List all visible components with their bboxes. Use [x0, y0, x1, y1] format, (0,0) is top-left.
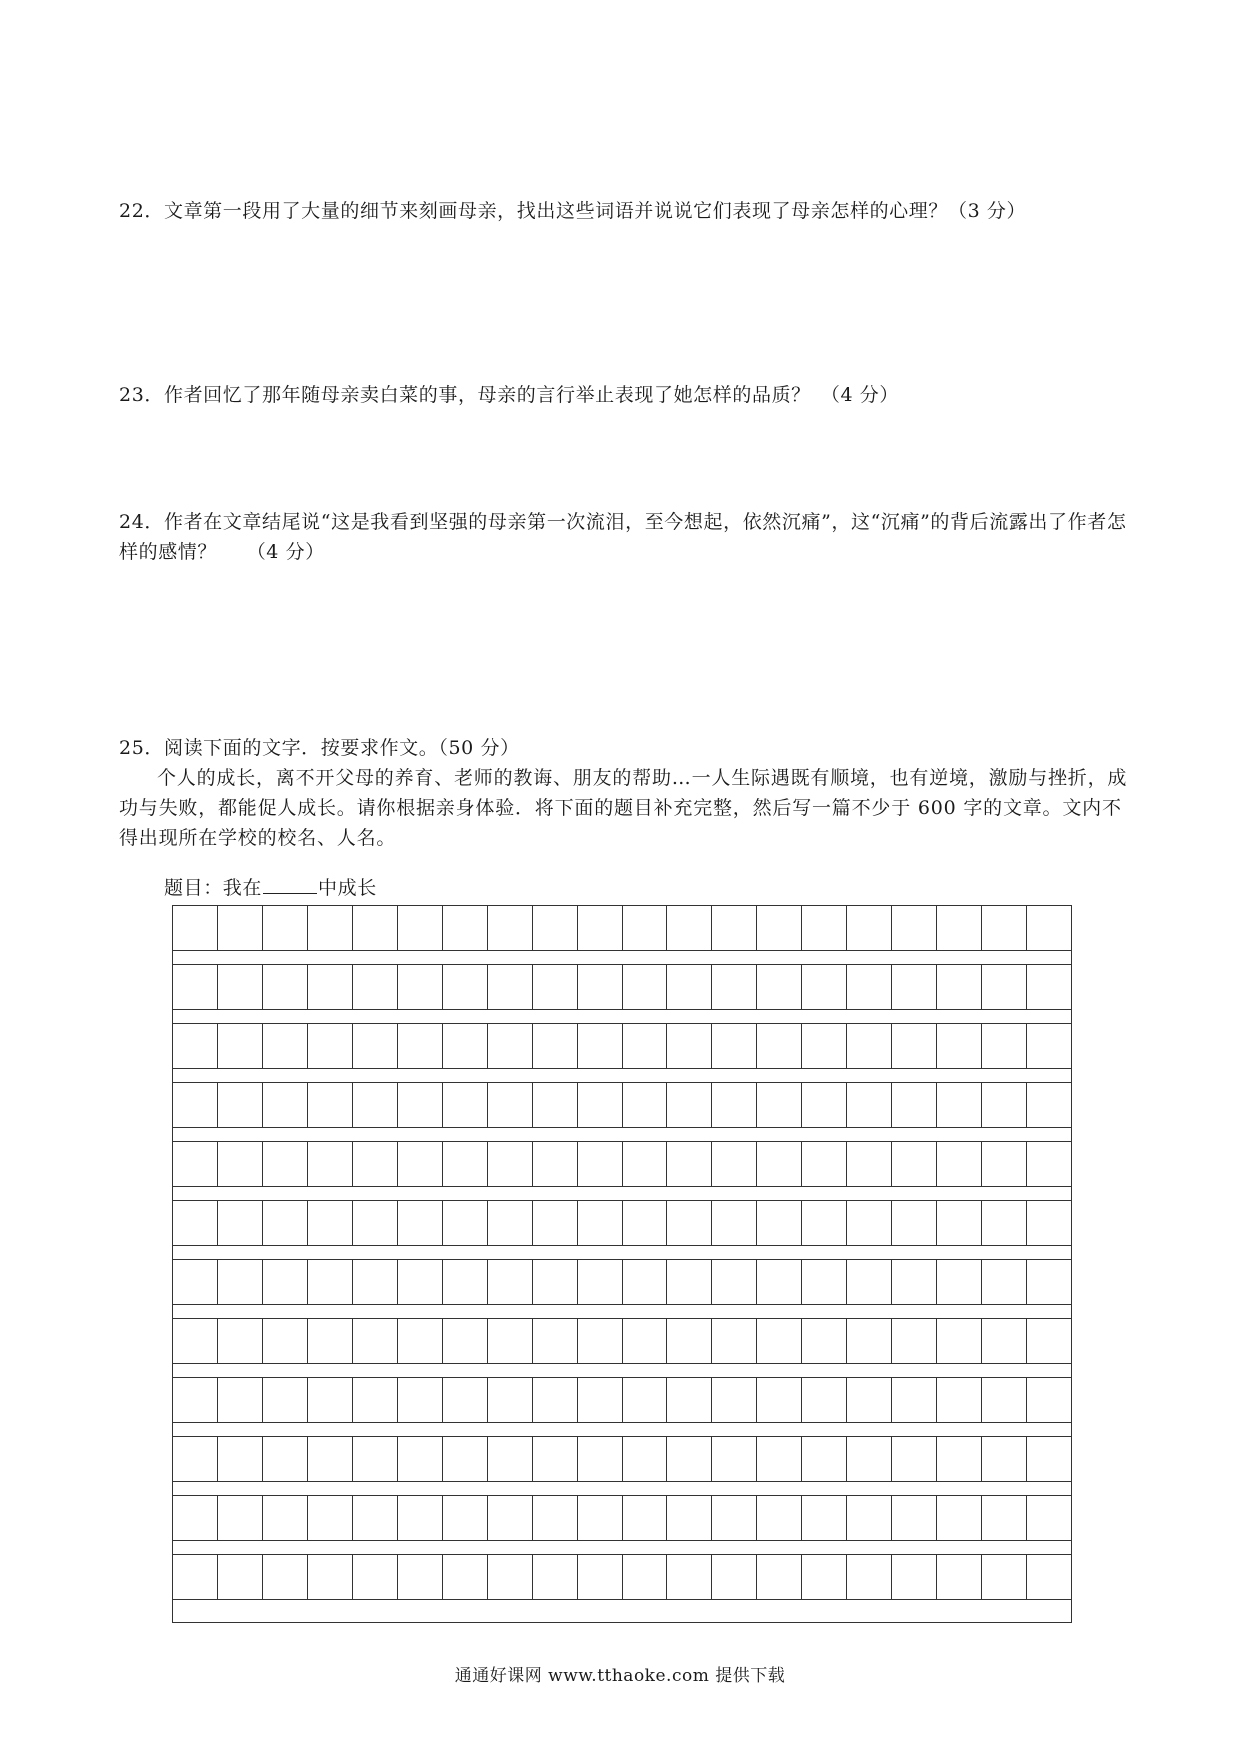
grid-cell[interactable] — [532, 1554, 577, 1600]
grid-cell[interactable] — [1026, 964, 1071, 1010]
grid-cell[interactable] — [173, 1318, 217, 1364]
grid-cell[interactable] — [307, 1436, 352, 1482]
grid-cell[interactable] — [577, 1318, 622, 1364]
grid-cell[interactable] — [622, 1554, 667, 1600]
grid-cell[interactable] — [891, 1377, 936, 1423]
grid-cell[interactable] — [217, 1200, 262, 1246]
grid-cell[interactable] — [577, 1023, 622, 1069]
grid-cell[interactable] — [173, 1436, 217, 1482]
grid-cell[interactable] — [666, 1200, 711, 1246]
grid-cell[interactable] — [352, 1082, 397, 1128]
grid-cell[interactable] — [442, 964, 487, 1010]
grid-cell[interactable] — [622, 1023, 667, 1069]
grid-cell[interactable] — [846, 1377, 891, 1423]
grid-cell[interactable] — [936, 1259, 981, 1305]
grid-cell[interactable] — [622, 905, 667, 951]
grid-cell[interactable] — [532, 1259, 577, 1305]
grid-cell[interactable] — [1026, 905, 1071, 951]
grid-cell[interactable] — [936, 1318, 981, 1364]
composition-grid — [172, 905, 1072, 1623]
grid-cell[interactable] — [801, 1554, 846, 1600]
grid-cell[interactable] — [756, 1318, 801, 1364]
grid-cell[interactable] — [711, 1200, 756, 1246]
grid-cell[interactable] — [307, 1082, 352, 1128]
grid-cell[interactable] — [262, 1082, 307, 1128]
grid-cell[interactable] — [307, 1495, 352, 1541]
grid-cell[interactable] — [936, 1436, 981, 1482]
grid-cell[interactable] — [262, 905, 307, 951]
grid-cell[interactable] — [666, 1377, 711, 1423]
grid-cell[interactable] — [217, 1377, 262, 1423]
grid-cell[interactable] — [622, 1495, 667, 1541]
grid-cell[interactable] — [936, 1082, 981, 1128]
grid-cell[interactable] — [711, 1436, 756, 1482]
grid-cell[interactable] — [173, 1495, 217, 1541]
grid-cell[interactable] — [801, 1436, 846, 1482]
grid-row — [173, 1377, 1071, 1423]
grid-cell[interactable] — [217, 1141, 262, 1187]
grid-cell[interactable] — [217, 1082, 262, 1128]
grid-cell[interactable] — [577, 1082, 622, 1128]
grid-cell[interactable] — [173, 1200, 217, 1246]
grid-cell[interactable] — [442, 1318, 487, 1364]
grid-cell[interactable] — [711, 1377, 756, 1423]
grid-cell[interactable] — [307, 1259, 352, 1305]
grid-cell[interactable] — [936, 1141, 981, 1187]
grid-cell[interactable] — [577, 1495, 622, 1541]
grid-cell[interactable] — [173, 1554, 217, 1600]
grid-cell[interactable] — [846, 1082, 891, 1128]
grid-cell[interactable] — [936, 1023, 981, 1069]
grid-cell[interactable] — [846, 1141, 891, 1187]
grid-cell[interactable] — [262, 1200, 307, 1246]
grid-cell[interactable] — [891, 964, 936, 1010]
grid-cell[interactable] — [217, 1023, 262, 1069]
grid-cell[interactable] — [981, 1377, 1026, 1423]
grid-cell[interactable] — [981, 1495, 1026, 1541]
grid-cell[interactable] — [352, 1318, 397, 1364]
essay-title-blank[interactable] — [263, 873, 317, 894]
grid-cell[interactable] — [532, 1377, 577, 1423]
grid-cell[interactable] — [1026, 1200, 1071, 1246]
grid-cell[interactable] — [262, 1436, 307, 1482]
grid-cell[interactable] — [801, 1082, 846, 1128]
grid-row — [173, 1023, 1071, 1069]
grid-cell[interactable] — [352, 964, 397, 1010]
grid-cell[interactable] — [577, 1200, 622, 1246]
question-22: 22．文章第一段用了大量的细节来刻画母亲，找出这些词语并说说它们表现了母亲怎样的心理？（3 分） — [119, 200, 1027, 222]
grid-cell[interactable] — [397, 1200, 442, 1246]
grid-cell[interactable] — [173, 1141, 217, 1187]
essay-title-line — [164, 873, 377, 903]
grid-cell[interactable] — [217, 964, 262, 1010]
grid-cell[interactable] — [801, 964, 846, 1010]
grid-cell[interactable] — [1026, 1436, 1071, 1482]
question-23: 23．作者回忆了那年随母亲卖白菜的事，母亲的言行举止表现了她怎样的品质？ （4 分） — [119, 384, 900, 406]
grid-cell[interactable] — [173, 1082, 217, 1128]
grid-cell[interactable] — [532, 905, 577, 951]
grid-cell[interactable] — [846, 1436, 891, 1482]
grid-cell[interactable] — [756, 1495, 801, 1541]
grid-cell[interactable] — [666, 1495, 711, 1541]
grid-cell[interactable] — [756, 1141, 801, 1187]
grid-cell[interactable] — [936, 964, 981, 1010]
grid-cell[interactable] — [756, 1082, 801, 1128]
grid-row — [173, 1436, 1071, 1482]
grid-cell[interactable] — [711, 1495, 756, 1541]
grid-cell[interactable] — [262, 1377, 307, 1423]
grid-cell[interactable] — [711, 1259, 756, 1305]
grid-cell[interactable] — [442, 1377, 487, 1423]
grid-cell[interactable] — [666, 1023, 711, 1069]
grid-cell[interactable] — [1026, 1023, 1071, 1069]
grid-cell[interactable] — [711, 1082, 756, 1128]
grid-cell[interactable] — [891, 1023, 936, 1069]
grid-cell[interactable] — [801, 1259, 846, 1305]
grid-cell[interactable] — [756, 964, 801, 1010]
grid-cell[interactable] — [891, 1200, 936, 1246]
grid-cell[interactable] — [846, 1259, 891, 1305]
grid-cell[interactable] — [487, 1377, 532, 1423]
grid-cell[interactable] — [756, 1023, 801, 1069]
grid-cell[interactable] — [846, 1200, 891, 1246]
grid-cell[interactable] — [352, 1495, 397, 1541]
grid-row — [173, 1141, 1071, 1187]
grid-cell[interactable] — [217, 1554, 262, 1600]
grid-cell[interactable] — [532, 964, 577, 1010]
grid-cell[interactable] — [711, 1023, 756, 1069]
grid-cell[interactable] — [622, 964, 667, 1010]
essay-title-prefix: 题目：我在 — [164, 877, 263, 899]
grid-cell[interactable] — [711, 1141, 756, 1187]
grid-cell[interactable] — [397, 964, 442, 1010]
grid-cell[interactable] — [487, 1200, 532, 1246]
grid-cell[interactable] — [262, 1141, 307, 1187]
grid-cell[interactable] — [846, 1554, 891, 1600]
grid-cell[interactable] — [442, 1554, 487, 1600]
grid-cell[interactable] — [442, 1436, 487, 1482]
grid-cell[interactable] — [981, 1554, 1026, 1600]
grid-cell[interactable] — [577, 964, 622, 1010]
grid-cell[interactable] — [801, 905, 846, 951]
grid-cell[interactable] — [397, 905, 442, 951]
grid-cell[interactable] — [217, 1318, 262, 1364]
grid-cell[interactable] — [577, 1436, 622, 1482]
grid-cell[interactable] — [577, 905, 622, 951]
grid-cell[interactable] — [801, 1023, 846, 1069]
grid-cell[interactable] — [262, 1023, 307, 1069]
grid-cell[interactable] — [981, 1436, 1026, 1482]
grid-cell[interactable] — [711, 905, 756, 951]
grid-cell[interactable] — [352, 1436, 397, 1482]
grid-cell[interactable] — [891, 1141, 936, 1187]
grid-cell[interactable] — [532, 1141, 577, 1187]
grid-row — [173, 905, 1071, 951]
grid-cell[interactable] — [352, 1200, 397, 1246]
grid-cell[interactable] — [756, 1259, 801, 1305]
grid-cell[interactable] — [1026, 1554, 1071, 1600]
grid-cell[interactable] — [352, 1554, 397, 1600]
grid-cell[interactable] — [307, 1200, 352, 1246]
grid-cell[interactable] — [891, 1495, 936, 1541]
grid-row — [173, 1200, 1071, 1246]
grid-cell[interactable] — [801, 1200, 846, 1246]
grid-cell[interactable] — [173, 1259, 217, 1305]
grid-row — [173, 1082, 1071, 1128]
grid-cell[interactable] — [801, 1495, 846, 1541]
grid-cell[interactable] — [981, 1082, 1026, 1128]
grid-cell[interactable] — [846, 905, 891, 951]
grid-cell[interactable] — [756, 1377, 801, 1423]
grid-cell[interactable] — [217, 905, 262, 951]
grid-cell[interactable] — [1026, 1495, 1071, 1541]
grid-cell[interactable] — [442, 1082, 487, 1128]
grid-cell[interactable] — [981, 1023, 1026, 1069]
grid-cell[interactable] — [801, 1318, 846, 1364]
footer-source: 通通好课网 www.tthaoke.com 提供下载 — [454, 1666, 786, 1686]
grid-cell[interactable] — [981, 1200, 1026, 1246]
grid-cell[interactable] — [577, 1377, 622, 1423]
grid-cell[interactable] — [397, 1495, 442, 1541]
grid-cell[interactable] — [577, 1141, 622, 1187]
grid-row — [173, 1554, 1071, 1600]
grid-cell[interactable] — [622, 1200, 667, 1246]
grid-cell[interactable] — [666, 1554, 711, 1600]
grid-cell[interactable] — [352, 1377, 397, 1423]
grid-cell[interactable] — [442, 1495, 487, 1541]
grid-cell[interactable] — [397, 1259, 442, 1305]
grid-cell[interactable] — [173, 964, 217, 1010]
grid-cell[interactable] — [487, 1141, 532, 1187]
grid-cell[interactable] — [442, 905, 487, 951]
grid-cell[interactable] — [891, 1436, 936, 1482]
grid-cell[interactable] — [981, 1141, 1026, 1187]
grid-cell[interactable] — [711, 1554, 756, 1600]
grid-cell[interactable] — [756, 1200, 801, 1246]
grid-cell[interactable] — [397, 1436, 442, 1482]
grid-cell[interactable] — [1026, 1318, 1071, 1364]
grid-cell[interactable] — [622, 1318, 667, 1364]
grid-cell[interactable] — [846, 1318, 891, 1364]
grid-cell[interactable] — [666, 1436, 711, 1482]
question-25-heading: 25．阅读下面的文字．按要求作文。（50 分） — [119, 737, 520, 759]
grid-cell[interactable] — [442, 1141, 487, 1187]
grid-cell[interactable] — [487, 1436, 532, 1482]
grid-cell[interactable] — [487, 905, 532, 951]
grid-cell[interactable] — [487, 1318, 532, 1364]
grid-cell[interactable] — [217, 1495, 262, 1541]
grid-cell[interactable] — [891, 905, 936, 951]
grid-cell[interactable] — [1026, 1377, 1071, 1423]
grid-cell[interactable] — [532, 1318, 577, 1364]
grid-cell[interactable] — [173, 1377, 217, 1423]
grid-cell[interactable] — [352, 1023, 397, 1069]
grid-cell[interactable] — [577, 1259, 622, 1305]
grid-row — [173, 1318, 1071, 1364]
grid-cell[interactable] — [397, 1082, 442, 1128]
grid-cell[interactable] — [442, 1200, 487, 1246]
grid-cell[interactable] — [352, 905, 397, 951]
grid-cell[interactable] — [532, 1082, 577, 1128]
grid-cell[interactable] — [666, 1141, 711, 1187]
grid-cell[interactable] — [217, 1259, 262, 1305]
grid-cell[interactable] — [307, 905, 352, 951]
grid-cell[interactable] — [891, 1318, 936, 1364]
grid-cell[interactable] — [622, 1141, 667, 1187]
grid-cell[interactable] — [846, 964, 891, 1010]
grid-cell[interactable] — [307, 1377, 352, 1423]
question-25-prompt: 个人的成长，离不开父母的养育、老师的教诲、朋友的帮助…一人生际遇既有顺境，也有逆境，激励与挫折，成功与失败，都能促人成长。请你根据亲身体验．将下面的题目补充完整，然后写一篇不少于 600 字的文章。文内不得出现所在学校的校名、人名。 — [119, 767, 1128, 849]
grid-cell[interactable] — [801, 1377, 846, 1423]
grid-cell[interactable] — [487, 1554, 532, 1600]
grid-cell[interactable] — [262, 1495, 307, 1541]
grid-cell[interactable] — [397, 1023, 442, 1069]
grid-cell[interactable] — [936, 905, 981, 951]
grid-cell[interactable] — [307, 1318, 352, 1364]
grid-cell[interactable] — [307, 1023, 352, 1069]
grid-row — [173, 1495, 1071, 1541]
grid-cell[interactable] — [981, 964, 1026, 1010]
grid-cell[interactable] — [936, 1200, 981, 1246]
grid-cell[interactable] — [487, 1495, 532, 1541]
grid-cell[interactable] — [262, 1554, 307, 1600]
grid-cell[interactable] — [936, 1554, 981, 1600]
grid-cell[interactable] — [622, 1377, 667, 1423]
grid-cell[interactable] — [532, 1495, 577, 1541]
grid-cell[interactable] — [711, 964, 756, 1010]
grid-cell[interactable] — [666, 964, 711, 1010]
essay-title-suffix: 中成长 — [318, 877, 377, 899]
grid-cell[interactable] — [532, 1200, 577, 1246]
grid-cell[interactable] — [846, 1023, 891, 1069]
grid-cell[interactable] — [1026, 1082, 1071, 1128]
grid-cell[interactable] — [756, 1554, 801, 1600]
grid-cell[interactable] — [1026, 1141, 1071, 1187]
grid-cell[interactable] — [487, 964, 532, 1010]
grid-row — [173, 964, 1071, 1010]
grid-cell[interactable] — [532, 1436, 577, 1482]
grid-cell[interactable] — [262, 964, 307, 1010]
grid-cell[interactable] — [981, 1259, 1026, 1305]
grid-cell[interactable] — [307, 964, 352, 1010]
grid-cell[interactable] — [487, 1023, 532, 1069]
grid-cell[interactable] — [711, 1318, 756, 1364]
grid-cell[interactable] — [756, 1436, 801, 1482]
grid-cell[interactable] — [262, 1318, 307, 1364]
grid-cell[interactable] — [442, 1259, 487, 1305]
grid-cell[interactable] — [666, 905, 711, 951]
grid-cell[interactable] — [622, 1436, 667, 1482]
grid-cell[interactable] — [397, 1377, 442, 1423]
grid-cell[interactable] — [936, 1377, 981, 1423]
grid-cell[interactable] — [397, 1554, 442, 1600]
grid-cell[interactable] — [801, 1141, 846, 1187]
grid-cell[interactable] — [981, 1318, 1026, 1364]
grid-cell[interactable] — [352, 1259, 397, 1305]
grid-cell[interactable] — [666, 1259, 711, 1305]
grid-cell[interactable] — [891, 1259, 936, 1305]
grid-cell[interactable] — [1026, 1259, 1071, 1305]
grid-cell[interactable] — [666, 1082, 711, 1128]
question-24: 24．作者在文章结尾说“这是我看到坚强的母亲第一次流泪，至今想起，依然沉痛”，这“沉痛”的背后流露出了作者怎样的感情？ （4 分） — [119, 511, 1127, 563]
grid-cell[interactable] — [307, 1554, 352, 1600]
grid-cell[interactable] — [307, 1141, 352, 1187]
grid-cell[interactable] — [756, 905, 801, 951]
grid-cell[interactable] — [622, 1082, 667, 1128]
grid-cell[interactable] — [397, 1141, 442, 1187]
grid-cell[interactable] — [487, 1082, 532, 1128]
grid-cell[interactable] — [442, 1023, 487, 1069]
grid-cell[interactable] — [891, 1554, 936, 1600]
grid-cell[interactable] — [173, 905, 217, 951]
grid-cell[interactable] — [936, 1495, 981, 1541]
grid-cell[interactable] — [173, 1023, 217, 1069]
grid-cell[interactable] — [846, 1495, 891, 1541]
grid-cell[interactable] — [622, 1259, 667, 1305]
grid-cell[interactable] — [666, 1318, 711, 1364]
grid-cell[interactable] — [217, 1436, 262, 1482]
grid-cell[interactable] — [981, 905, 1026, 951]
grid-cell[interactable] — [532, 1023, 577, 1069]
grid-cell[interactable] — [352, 1141, 397, 1187]
grid-cell[interactable] — [577, 1554, 622, 1600]
grid-cell[interactable] — [891, 1082, 936, 1128]
grid-row — [173, 1259, 1071, 1305]
grid-cell[interactable] — [487, 1259, 532, 1305]
grid-cell[interactable] — [397, 1318, 442, 1364]
grid-cell[interactable] — [262, 1259, 307, 1305]
